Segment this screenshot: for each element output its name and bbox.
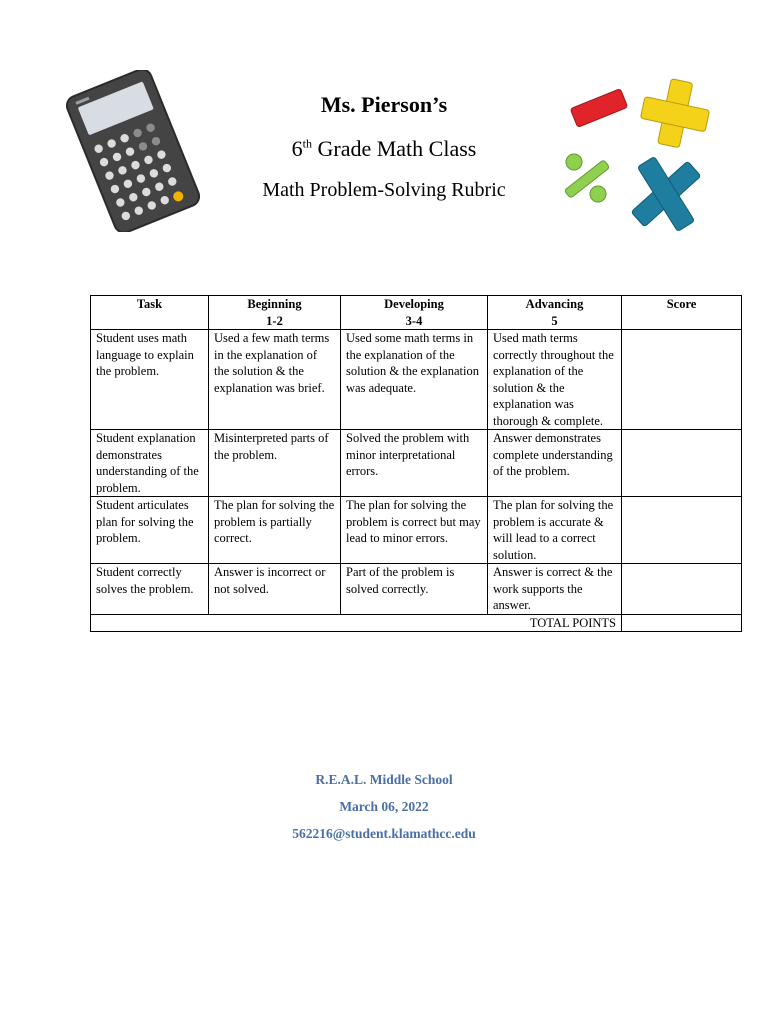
score-cell[interactable] xyxy=(622,330,742,430)
teacher-name: Ms. Pierson’s xyxy=(320,92,448,117)
school-name: R.E.A.L. Middle School xyxy=(315,772,453,787)
advancing-cell: Used math terms correctly throughout the explanation of the solution & the explanation was thorough & complete. xyxy=(488,330,622,430)
score-cell[interactable] xyxy=(622,430,742,497)
developing-cell: Used some math terms in the explanation of the solution & the explanation was adequate. xyxy=(341,330,488,430)
beginning-cell: The plan for solving the problem is partially correct. xyxy=(209,497,341,564)
advancing-cell: Answer demonstrates complete understanding of the problem. xyxy=(488,430,622,497)
task-cell: Student correctly solves the problem. xyxy=(91,564,209,615)
header-advancing: Advancing 5 xyxy=(488,296,622,330)
class-title-rest: Grade Math Class xyxy=(311,136,477,161)
task-cell: Student articulates plan for solving the problem. xyxy=(91,497,209,564)
beginning-cell: Answer is incorrect or not solved. xyxy=(209,564,341,615)
calculator-icon xyxy=(66,70,200,232)
grade-number: 6 xyxy=(291,136,303,161)
table-row xyxy=(91,430,742,497)
developing-cell: Solved the problem with minor interpretational errors. xyxy=(341,430,488,497)
table-row xyxy=(91,564,742,615)
math-symbols-icon xyxy=(556,76,716,236)
advancing-cell: The plan for solving the problem is accurate & will lead to a correct solution. xyxy=(488,497,622,564)
total-points-label: TOTAL POINTS xyxy=(91,614,622,632)
advancing-cell: Answer is correct & the work supports the answer. xyxy=(488,564,622,615)
beginning-cell: Used a few math terms in the explanation of the solution & the explanation was brief. xyxy=(209,330,341,430)
document-date: March 06, 2022 xyxy=(339,799,429,814)
developing-cell: Part of the problem is solved correctly. xyxy=(341,564,488,615)
total-row xyxy=(91,614,742,632)
table-row xyxy=(91,330,742,430)
beginning-cell: Misinterpreted parts of the problem. xyxy=(209,430,341,497)
student-email: 562216@student.klamathcc.edu xyxy=(292,826,476,841)
rubric-title: Math Problem-Solving Rubric xyxy=(262,179,506,201)
score-cell[interactable] xyxy=(622,497,742,564)
developing-cell: The plan for solving the problem is correct but may lead to minor errors. xyxy=(341,497,488,564)
total-points-cell[interactable] xyxy=(622,614,742,632)
grade-suffix: th xyxy=(302,136,312,151)
rubric-table xyxy=(90,295,742,632)
task-cell: Student explanation demonstrates understanding of the problem. xyxy=(91,430,209,497)
header-row xyxy=(91,296,742,330)
score-cell[interactable] xyxy=(622,564,742,615)
task-cell: Student uses math language to explain the problem. xyxy=(91,330,209,430)
header-beginning: Beginning 1-2 xyxy=(209,296,341,330)
header-task: Task xyxy=(91,296,209,330)
header-developing: Developing 3-4 xyxy=(341,296,488,330)
class-title xyxy=(218,136,550,162)
header-score: Score xyxy=(622,296,742,330)
table-row xyxy=(91,497,742,564)
